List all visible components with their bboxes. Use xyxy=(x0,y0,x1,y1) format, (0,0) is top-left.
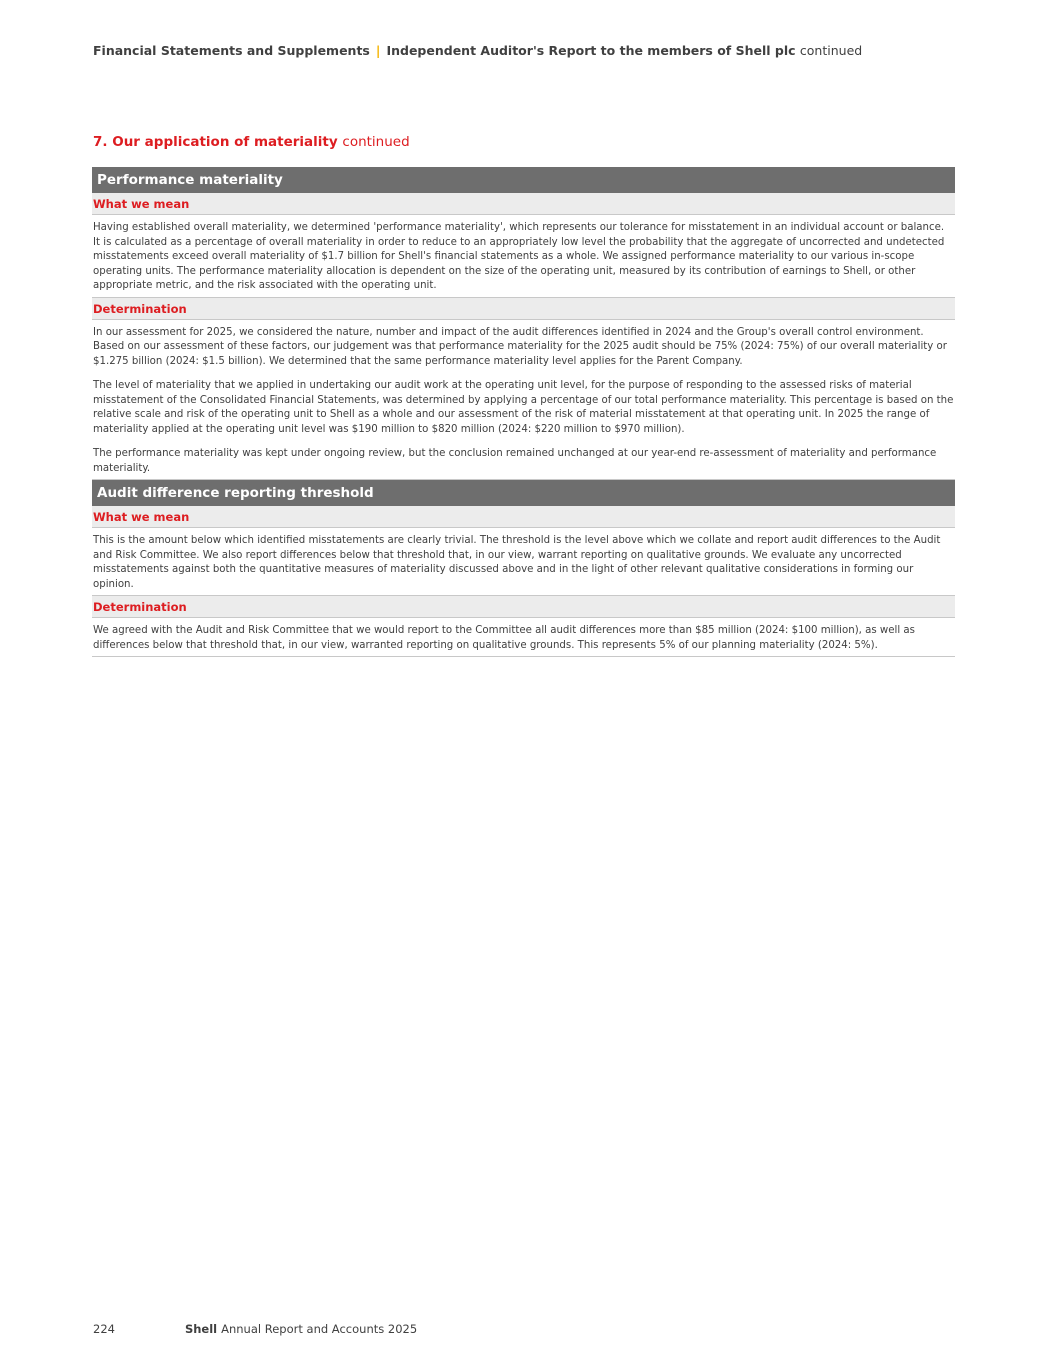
what-we-mean-label: What we mean xyxy=(92,193,955,215)
what-we-mean-text xyxy=(92,215,955,298)
paragraph: The level of materiality that we applied in undertaking our audit work at the operating unit level, for the purpose of responding to the assessed risks of material misstatement of the Consolidated Financial Statements, was determined by applying a percentage of our total performance materiality. This percentage is based on the relative scale and risk of the operating unit to Shell as a whole and our assessment of the risk of material misstatement at that operating unit. In 2025 the range of materiality applied at the operating unit level was $190 million to $820 million (2024: $220 million to $970 million). xyxy=(93,380,954,435)
header-continued: continued xyxy=(799,43,863,58)
section-title-text: 7. Our application of materiality xyxy=(93,134,338,150)
determination-text xyxy=(92,320,955,481)
paragraph: The performance materiality was kept under ongoing review, but the conclusion remained unchanged at our year-end re-assessment of materiality and performance materiality. xyxy=(93,448,937,474)
header-separator: | xyxy=(375,43,381,58)
determination-label: Determination xyxy=(92,298,955,320)
materiality-table xyxy=(92,167,955,657)
section-continued: continued xyxy=(342,134,410,150)
block-audit-difference-threshold xyxy=(92,480,955,657)
block-title: Audit difference reporting threshold xyxy=(92,480,955,506)
page-footer xyxy=(93,1322,417,1336)
block-title: Performance materiality xyxy=(92,167,955,193)
determination-text xyxy=(92,618,955,657)
header-section-label: Financial Statements and Supplements xyxy=(93,43,370,58)
section-title xyxy=(93,134,410,150)
page-number: 224 xyxy=(93,1322,115,1336)
paragraph: This is the amount below which identified misstatements are clearly trivial. The threshold is the level above which we collate and report audit differences to the Audit and Risk Committee. We also report differences below that threshold that, in our view, warrant reporting on qualitative grounds. We evaluate any uncorrected misstatements against both the quantitative measures of materiality discussed above and in the light of other relevant qualitative considerations in forming our opinion. xyxy=(93,535,941,590)
header-title: Independent Auditor's Report to the members of Shell plc xyxy=(386,43,796,58)
determination-label: Determination xyxy=(92,596,955,618)
what-we-mean-label: What we mean xyxy=(92,506,955,528)
what-we-mean-text xyxy=(92,528,955,596)
paragraph: Having established overall materiality, we determined 'performance materiality', which represents our tolerance for misstatement in an individual account or balance. It is calculated as a percentage of overall materiality in order to reduce to an appropriately low level the probability that the aggregate of uncorrected and undetected misstatements exceed overall materiality of $1.7 billion for Shell's financial statements as a whole. We assigned performance materiality to our various in-scope operating units. The performance materiality allocation is dependent on the size of the operating unit, measured by its contribution of earnings to Shell, or other appropriate metric, and the risk associated with the operating unit. xyxy=(93,222,945,291)
page-header xyxy=(93,43,963,58)
footer-title: Annual Report and Accounts 2025 xyxy=(221,1322,418,1336)
footer-brand: Shell xyxy=(184,1322,218,1336)
paragraph: In our assessment for 2025, we considered the nature, number and impact of the audit differences identified in 2024 and the Group's overall control environment. Based on our assessment of these factors, our judgement was that performance materiality for the 2025 audit should be 75% (2024: 75%) of our overall materiality or $1.275 billion (2024: $1.5 billion). We determined that the same performance materiality level applies for the Parent Company. xyxy=(93,326,947,367)
block-performance-materiality xyxy=(92,167,955,480)
paragraph: We agreed with the Audit and Risk Committee that we would report to the Committee all audit differences more than $85 million (2024: $100 million), as well as differences below that threshold that, in our view, warranted reporting on qualitative grounds. This represents 5% of our planning materiality (2024: 5%). xyxy=(93,625,915,651)
